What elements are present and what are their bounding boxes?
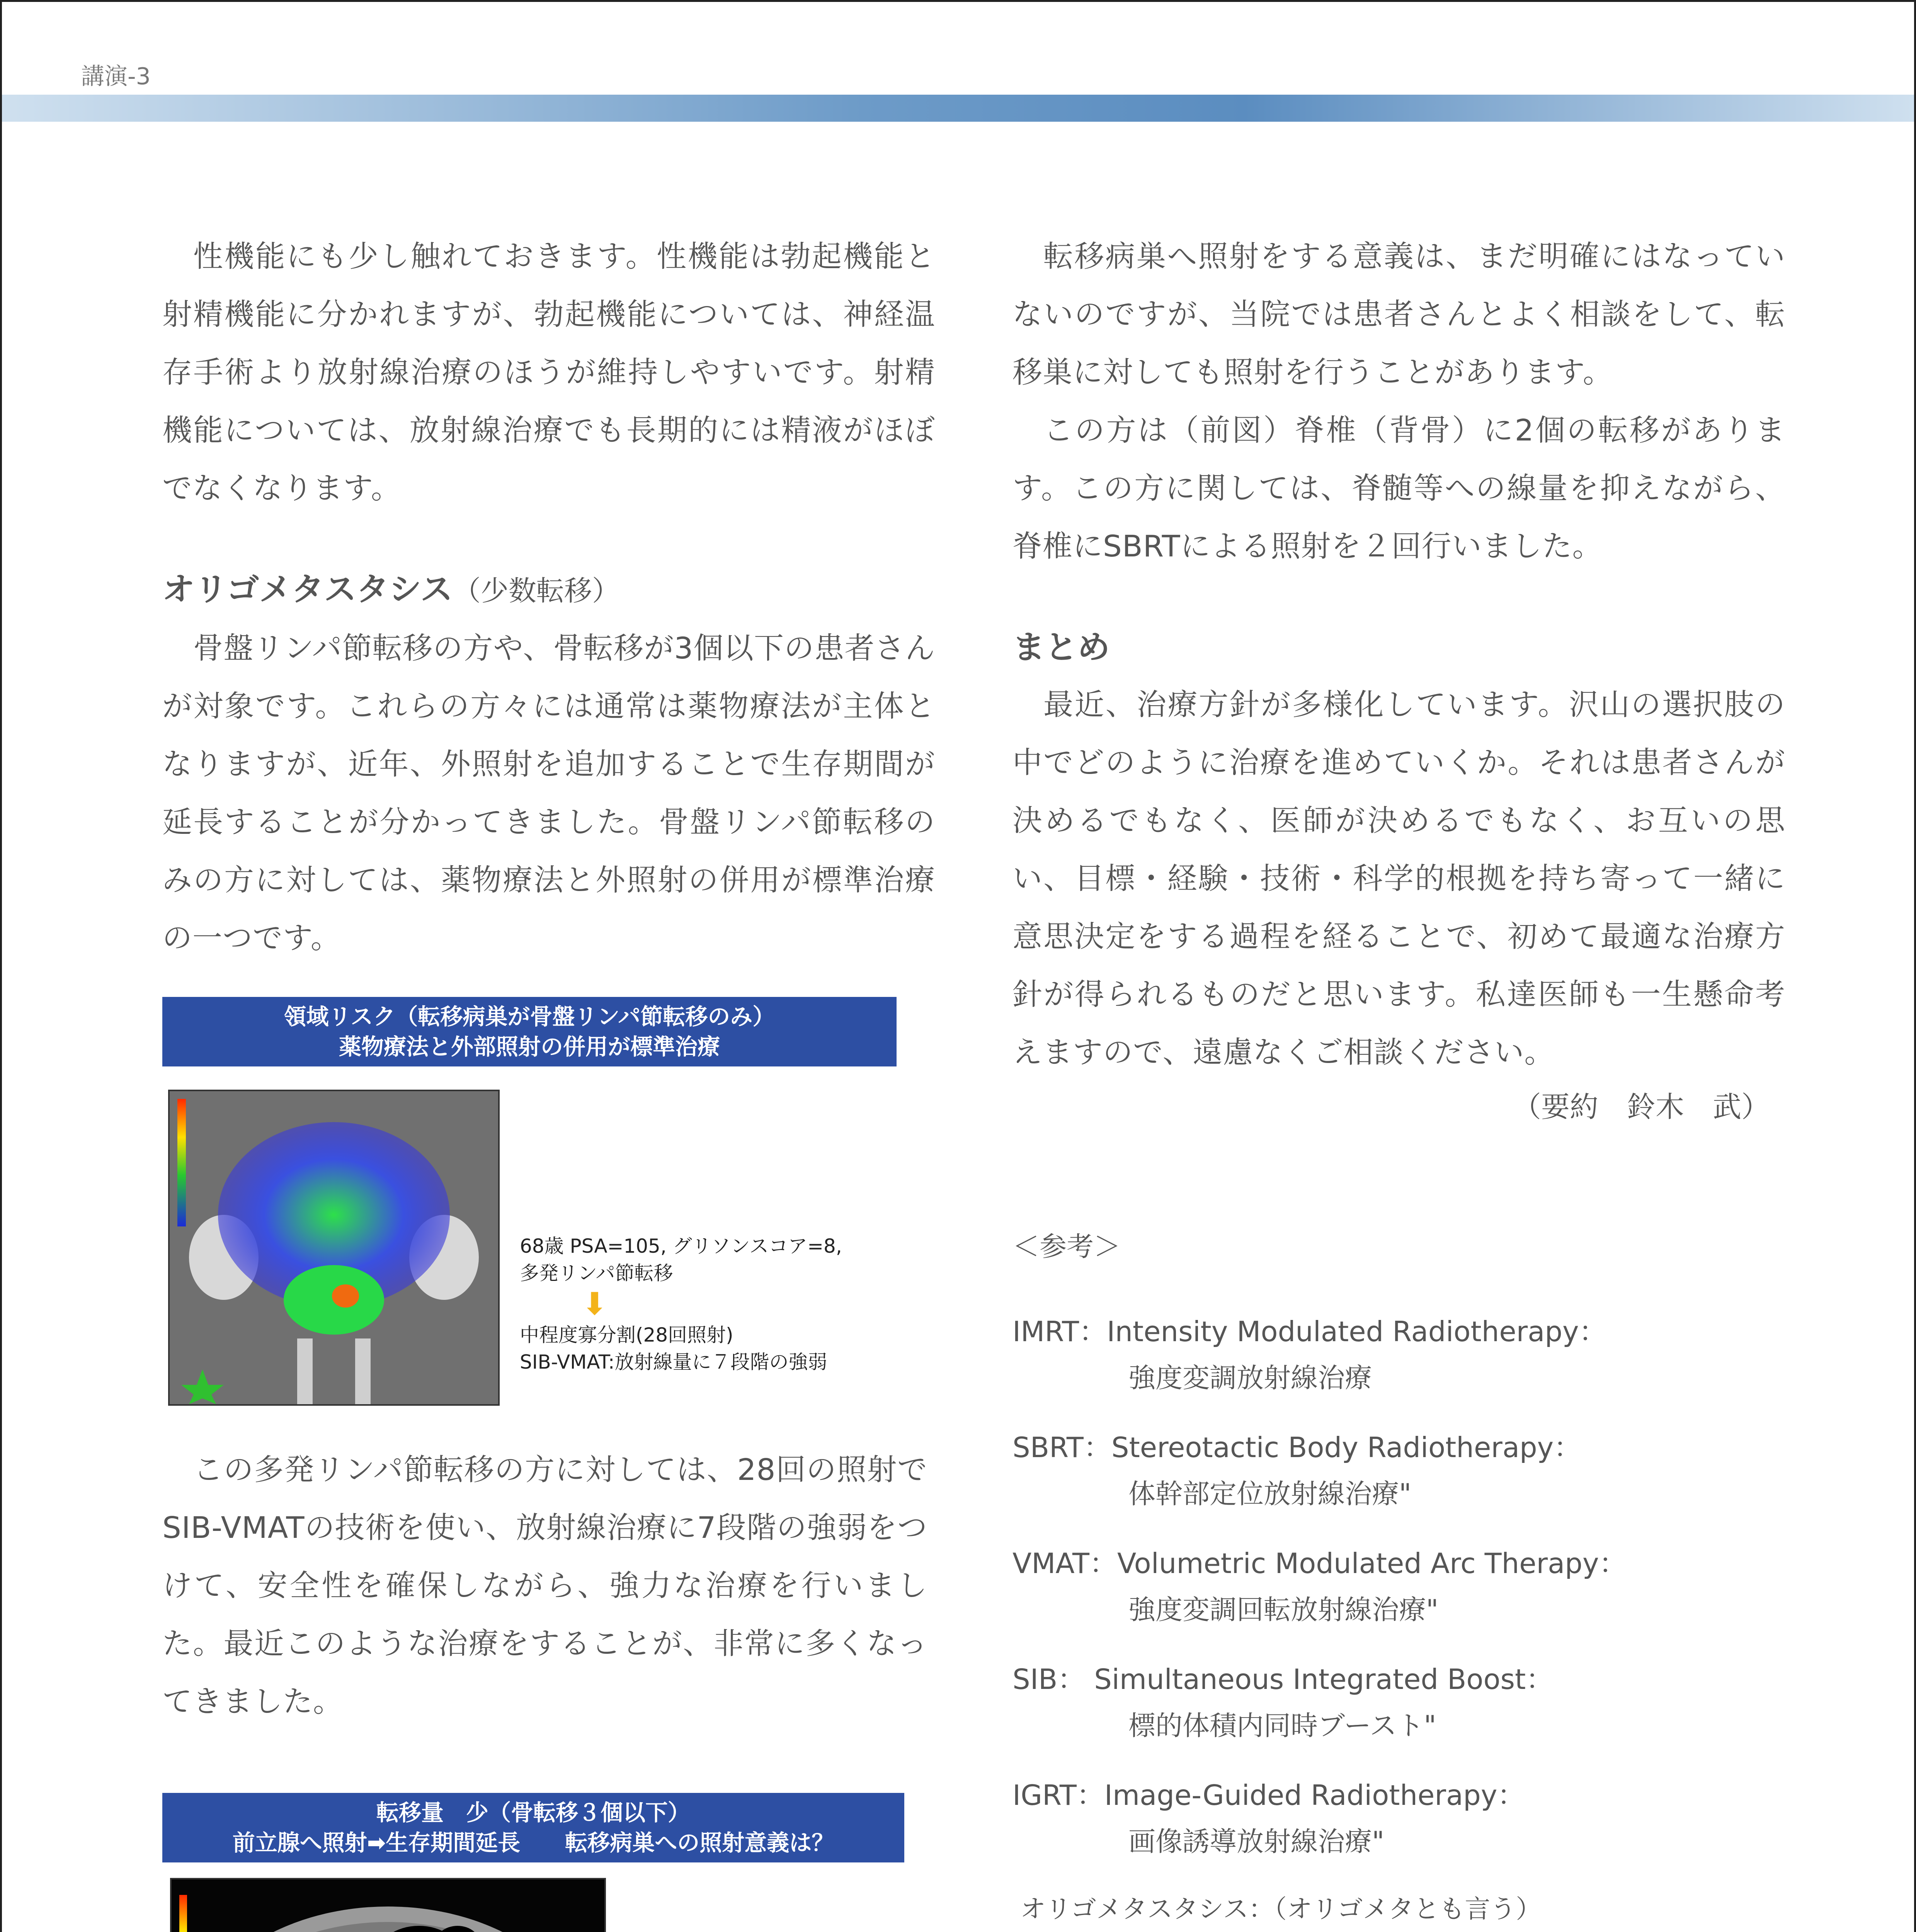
reference-item <box>1012 1538 1785 1631</box>
reference-definition: 標的体積内同時ブースト" <box>1128 1710 1436 1742</box>
figure-banner <box>162 997 897 1066</box>
paragraph-oligo: 骨盤リンパ節転移の方や、骨転移が3個以下の患者さんが対象です。これらの方々には通常は薬物療法が主体となりますが、近年、外照射を追加することで生存期間が延長することが分かってきました。骨盤リンパ節転移のみの方に対しては、薬物療法と外照射の併用が標準治療の一つです。 <box>162 631 935 956</box>
section-label: 講演-3 <box>81 63 151 90</box>
reference-term: SIB： Simultaneous Integrated Boost： <box>1012 1663 1554 1696</box>
ct-image <box>170 1091 498 1404</box>
figure-lymph-node <box>162 997 897 1406</box>
figure-banner <box>162 1793 904 1862</box>
paragraph-significance: 転移病巣へ照射をする意義は、まだ明確にはなっていないのですが、当院では患者さんとよく相談をして、転移巣に対しても照射を行うことがあります。 <box>1012 240 1785 390</box>
banner-line: 領域リスク（転移病巣が骨盤リンパ節転移のみ） <box>284 1003 775 1030</box>
heading-sub: （少数転移） <box>453 575 620 607</box>
note-text: 68歳 PSA=105, グリソンスコア=8, <box>520 1235 842 1257</box>
reference-term: IGRT：Image-Guided Radiotherapy： <box>1012 1779 1525 1811</box>
reference-definition: 強度変調回転放射線治療" <box>1128 1594 1439 1626</box>
paragraph-case: この方は（前図）脊椎（背骨）に2個の転移があります。この方に関しては、脊髄等への線量を抑えながら、脊椎にSBRTによる照射を２回行いました。 <box>1012 413 1785 564</box>
reference-item <box>1012 1422 1785 1515</box>
reference-definition: 画像誘導放射線治療" <box>1128 1826 1385 1857</box>
reference-term: VMAT：Volumetric Modulated Arc Therapy： <box>1012 1547 1627 1580</box>
reference-item <box>1012 1770 1785 1863</box>
paragraph-summary: 最近、治療方針が多様化しています。沢山の選択肢の中でどのように治療を進めていくか。それは患者さんが決めるでもなく、医師が決めるでもなく、お互いの思い、目標・経験・技術・科学的根拠を持ち寄って一緒に意思決定をする過程を経ることで、初めて最適な治療方針が得られるものだと思います。私達医師も一生懸命考えますので、遠慮なくご相談ください。 <box>1012 688 1785 1070</box>
reference-item <box>1012 1306 1785 1399</box>
left-column-mid <box>162 1441 927 1731</box>
ct-image <box>172 1879 604 1932</box>
note-text: 中程度寡分割(28回照射) <box>520 1324 733 1346</box>
note-text: SIB-VMAT:放射線量に７段階の強弱 <box>520 1351 827 1373</box>
paragraph-sib-vmat: この多発リンパ節転移の方に対しては、28回の照射でSIB-VMATの技術を使い、放射線治療に7段階の強弱をつけて、安全性を確保しながら、強力な治療を行いました。最近このような治療をすることが、非常に多くなってきました。 <box>162 1453 927 1719</box>
reference-item <box>1012 1654 1785 1747</box>
ct-scan-abdomen <box>170 1878 606 1932</box>
reference-term: IMRT：Intensity Modulated Radiotherapy： <box>1012 1315 1607 1348</box>
note-text: 多発リンパ節転移 <box>520 1262 673 1284</box>
heading-oligometastasis <box>162 560 935 620</box>
figure-notes <box>520 1233 891 1376</box>
heading-main: オリゴメタスタシス <box>162 570 453 608</box>
figure-bone-metastasis <box>162 1793 904 1932</box>
paragraph-sexual-function: 性機能にも少し触れておきます。性機能は勃起機能と射精機能に分かれますが、勃起機能については、神経温存手術より放射線治療のほうが維持しやすいです。射精機能については、放射線治療でも長期的には精液がほぼでなくなります。 <box>162 240 935 506</box>
reference-title: ＜参考＞ <box>1012 1231 1121 1262</box>
reference-term: SBRT：Stereotactic Body Radiotherapy： <box>1012 1431 1582 1464</box>
heading-summary: まとめ <box>1012 628 1110 666</box>
reference-definition: 体幹部定位放射線治療" <box>1128 1478 1412 1510</box>
header-bar <box>2 95 1914 122</box>
signature: （要約 鈴木 武） <box>1513 1090 1770 1124</box>
ct-scan-pelvis <box>168 1090 500 1406</box>
right-column <box>1012 228 1785 1932</box>
reference-list <box>1012 1306 1785 1863</box>
banner-line: 転移量 少（骨転移３個以下） <box>376 1799 690 1826</box>
arrow-down-icon: ⬇ <box>582 1286 608 1322</box>
left-column <box>162 228 935 968</box>
banner-line: 前立腺へ照射➡生存期間延長 転移病巣への照射意義は？ <box>232 1830 834 1856</box>
reference-definition: 強度変調放射線治療 <box>1128 1362 1372 1394</box>
banner-line: 薬物療法と外部照射の併用が標準治療 <box>339 1034 720 1060</box>
oligo-definition-title: オリゴメタスタシス：（オリゴメタとも言う） <box>1020 1894 1542 1924</box>
